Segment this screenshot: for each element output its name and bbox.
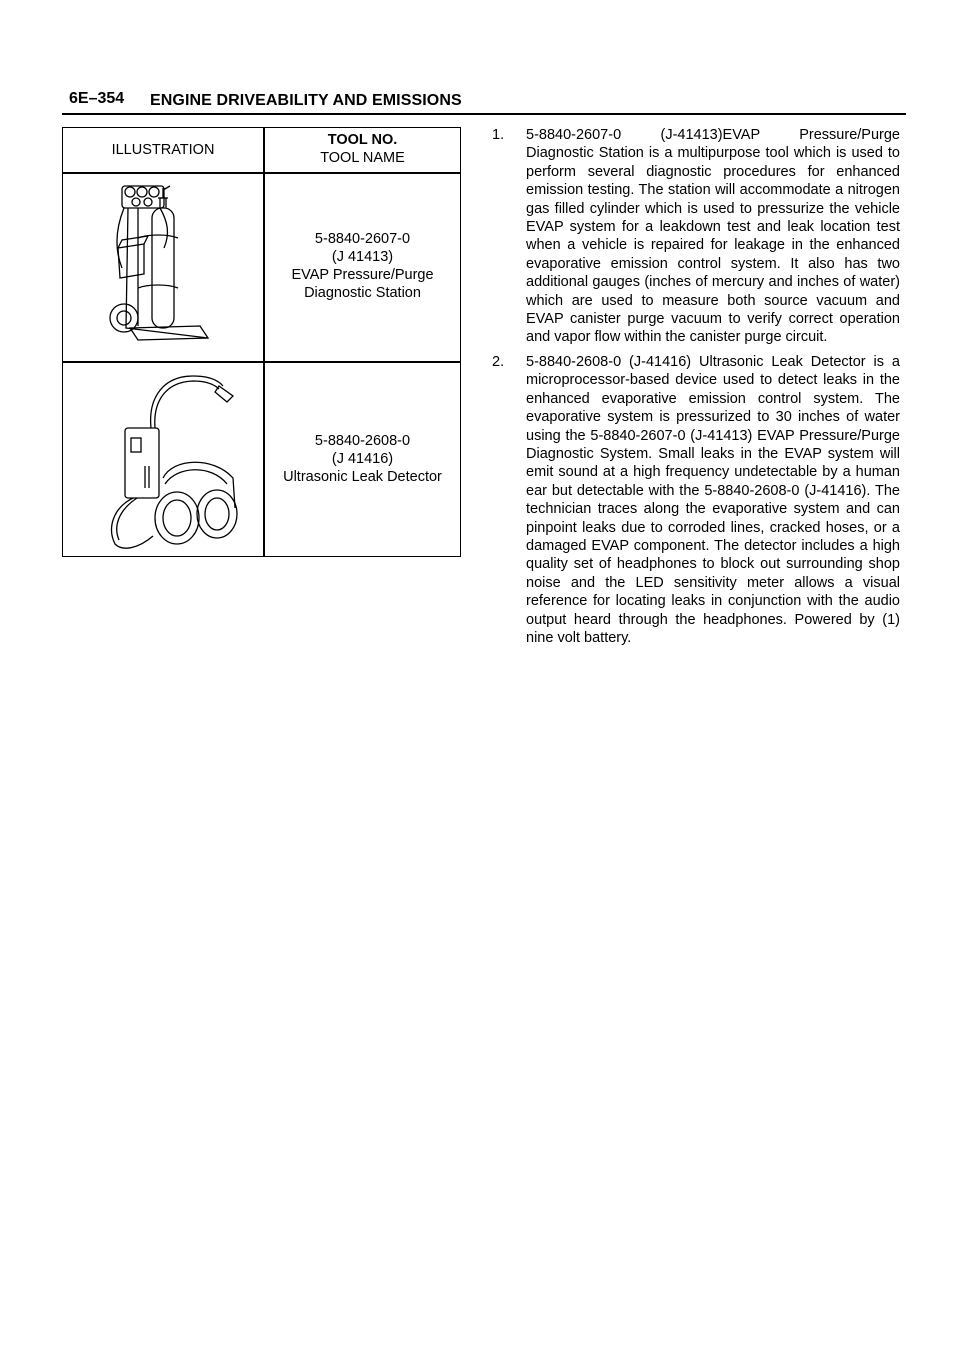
list-item xyxy=(492,353,900,648)
tool-name-line2: Diagnostic Station xyxy=(304,285,421,301)
header-tool-name: TOOL NAME xyxy=(320,150,405,166)
header-illustration: ILLUSTRATION xyxy=(111,142,215,158)
tool-j-number: (J 41416) xyxy=(331,451,394,467)
list-item xyxy=(492,126,900,347)
header-tool-no: TOOL NO. xyxy=(327,132,398,148)
item-number: 2. xyxy=(492,353,505,370)
nitrogen-cart-icon xyxy=(108,178,223,358)
page-number: 6E–354 xyxy=(69,90,125,107)
item-text: 5-8840-2607-0 (J-41413)EVAP Pressure/Purge Diagnostic Station is a multipurpose tool which is used to perform several diagnostic procedures for enhanced emission testing. The station will accommodate a nitrogen gas filled cylinder which is used to pressurize the vehicle EVAP system for a leakdown test and leak location test when a vehicle is repaired for leakage in the enhanced evaporative emission control system. It also has two additional gauges (inches of mercury and inches of water) which are used to measure both source vacuum and EVAP canister purge vacuum to verify correct operation and vapor flow within the canister purge circuit. xyxy=(526,127,900,346)
tool-table xyxy=(62,127,461,557)
item-number: 1. xyxy=(492,127,505,143)
page-title: ENGINE DRIVEABILITY AND EMISSIONS xyxy=(150,92,462,109)
leak-detector-headphones-icon xyxy=(93,368,243,553)
table-row-divider xyxy=(63,361,460,363)
tool-j-number: (J 41413) xyxy=(331,249,394,265)
tool-part-number: 5-8840-2607-0 xyxy=(314,231,411,247)
item-text: 5-8840-2608-0 (J-41416) Ultrasonic Leak Detector is a microprocessor-based device used to detect leaks in the enhanced evaporative emission control system. The evaporative system is pressurized to 30 inches of water using the 5-8840-2607-0 (J-41413) EVAP Pressure/Purge Diagnostic System. Small leaks in the EVAP system will emit sound at a high frequency undetectable by a human ear but detectable with the 5-8840-2608-0 (J-41416). The technician traces along the evaporative system and can pinpoint leaks due to corroded lines, cracked hoses, or a damaged EVAP component. The detector includes a high quality set of headphones to block out surrounding shop noise and the LED sensitivity meter allows a visual reference for locating leaks in conjunction with the audio output heard through the headphones. Powered by (1) nine volt battery. xyxy=(526,353,900,646)
tool-name-line1: EVAP Pressure/Purge xyxy=(291,267,434,283)
tool-name-line1: Ultrasonic Leak Detector xyxy=(283,469,442,485)
table-column-divider xyxy=(263,128,265,556)
table-row-divider xyxy=(63,172,460,174)
body-text xyxy=(492,126,900,653)
tool-part-number: 5-8840-2608-0 xyxy=(314,433,411,449)
header-rule xyxy=(62,113,906,115)
